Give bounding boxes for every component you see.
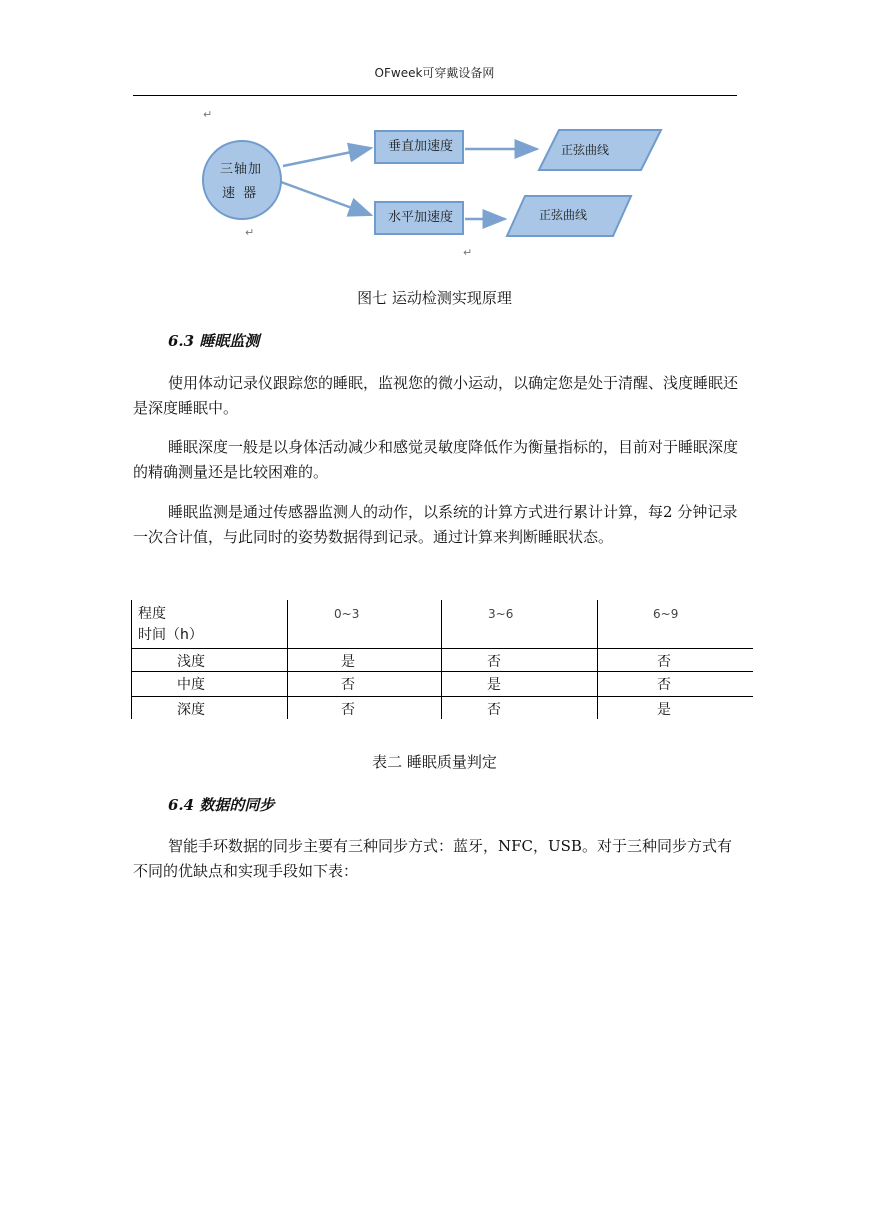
table-cell: 否 bbox=[657, 654, 671, 670]
vertical-acceleration-box: 垂直加速度 bbox=[374, 130, 464, 164]
table-cell: 否 bbox=[657, 677, 671, 693]
sleep-quality-table bbox=[131, 600, 753, 720]
table-line bbox=[441, 600, 442, 719]
output-top-label: 正弦曲线 bbox=[561, 143, 610, 157]
table-header-col-label: 时间（h） bbox=[138, 627, 203, 643]
paragraph: 睡眠监测是通过传感器监测人的动作，以系统的计算方式进行累计计算，每2 分钟记录一次合计值，与此同时的姿势数据得到记录。通过计算来判断睡眠状态。 bbox=[133, 503, 738, 546]
paragraph: 睡眠深度一般是以身体活动减少和感觉灵敏度降低作为衡量指标的，目前对于睡眠深度的精确测量还是比较困难的。 bbox=[133, 438, 739, 481]
table-cell: 是 bbox=[341, 654, 355, 670]
return-mark-icon: ↵ bbox=[463, 246, 473, 259]
horizontal-acceleration-box: 水平加速度 bbox=[374, 201, 464, 235]
header-divider bbox=[133, 95, 737, 96]
section-heading-sleep: 6.3 睡眠监测 bbox=[168, 332, 260, 350]
section-heading-sync: 6.4 数据的同步 bbox=[168, 796, 275, 814]
paragraph: 智能手环数据的同步主要有三种同步方式：蓝牙，NFC，USB。对于三种同步方式有不同的优缺点和实现手段如下表： bbox=[133, 837, 732, 880]
table-cell: 是 bbox=[487, 677, 501, 693]
table-line bbox=[597, 600, 598, 719]
figure-caption: 图七 运动检测实现原理 bbox=[357, 289, 512, 307]
table-row-label: 浅度 bbox=[177, 654, 205, 670]
table-cell: 否 bbox=[341, 702, 355, 718]
accelerometer-label-line2: 速 器 bbox=[222, 186, 259, 201]
arrow-to-vertical bbox=[283, 148, 371, 166]
accelerometer-node bbox=[202, 140, 282, 220]
table-line bbox=[131, 696, 753, 697]
page-header: OFweek可穿戴设备网 bbox=[374, 66, 495, 80]
return-mark-icon: ↵ bbox=[203, 108, 213, 121]
table-column-header: 0~3 bbox=[334, 607, 360, 621]
output-bottom-label: 正弦曲线 bbox=[539, 208, 588, 222]
return-mark-icon: ↵ bbox=[245, 226, 255, 239]
table-column-header: 6~9 bbox=[653, 607, 679, 621]
table-column-header: 3~6 bbox=[488, 607, 514, 621]
table-cell: 否 bbox=[487, 702, 501, 718]
accelerometer-label-line1: 三轴加 bbox=[220, 162, 263, 177]
table-header-row-label: 程度 bbox=[138, 606, 166, 622]
table-row-label: 深度 bbox=[177, 702, 205, 718]
table-line bbox=[131, 671, 753, 672]
table-line bbox=[131, 600, 132, 719]
motion-detection-diagram bbox=[195, 118, 675, 248]
table-caption: 表二 睡眠质量判定 bbox=[372, 753, 497, 771]
table-cell: 否 bbox=[487, 654, 501, 670]
table-row-label: 中度 bbox=[177, 677, 205, 693]
table-cell: 否 bbox=[341, 677, 355, 693]
table-cell: 是 bbox=[657, 702, 671, 718]
paragraph: 使用体动记录仪跟踪您的睡眠，监视您的微小运动，以确定您是处于清醒、浅度睡眠还是深度睡眠中。 bbox=[133, 374, 739, 417]
table-line bbox=[287, 600, 288, 719]
table-line bbox=[131, 648, 753, 649]
arrow-to-horizontal bbox=[281, 182, 371, 215]
